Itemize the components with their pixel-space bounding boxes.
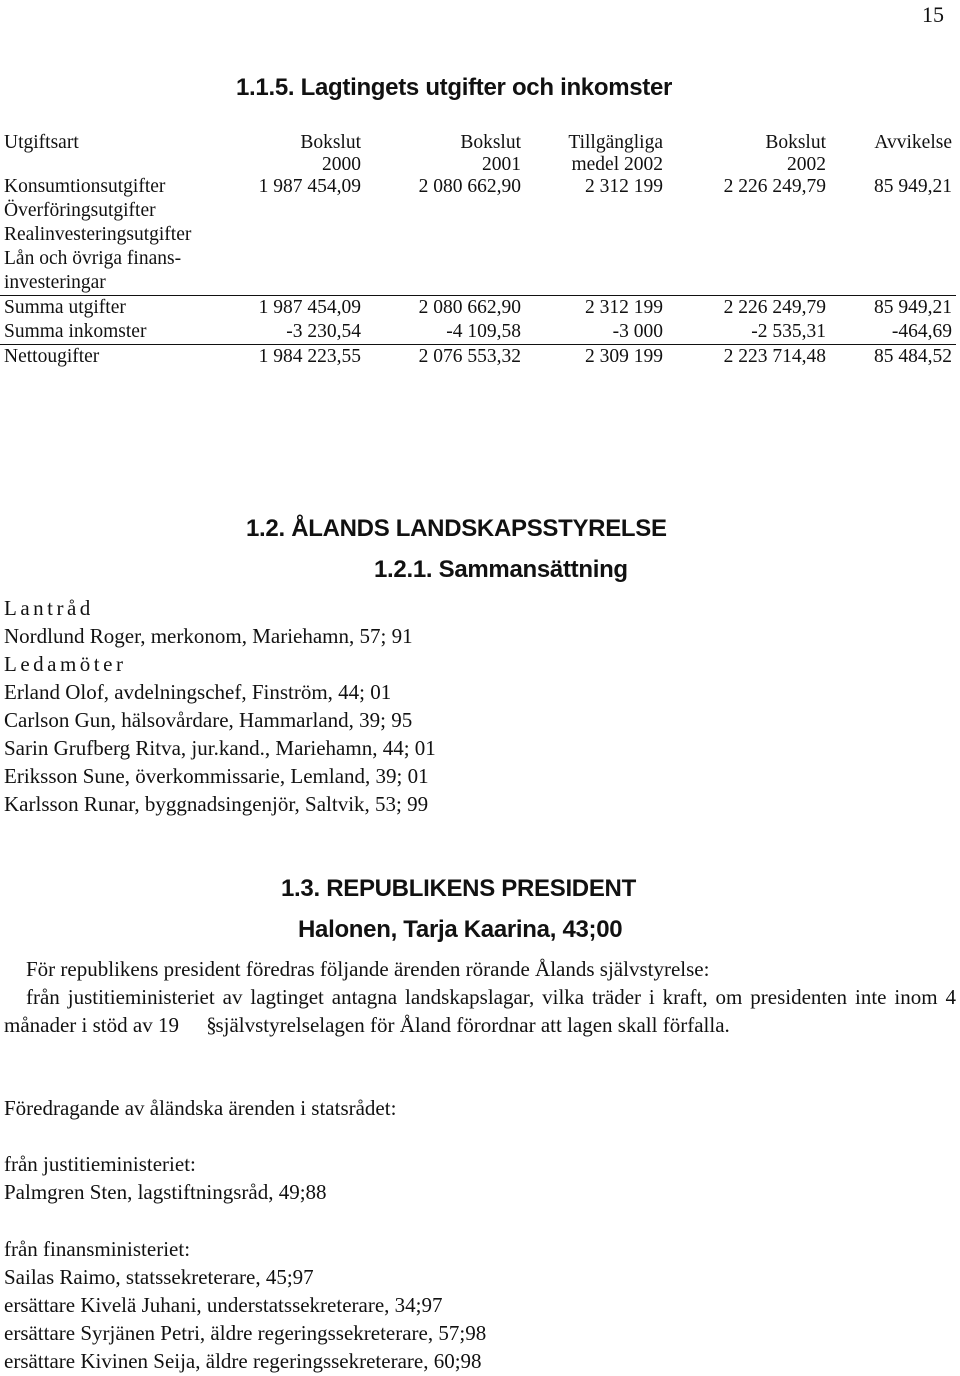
table-row: [0, 247, 956, 271]
cell-value: -3 230,54: [286, 321, 361, 342]
row-label: Summa inkomster: [4, 321, 147, 342]
ledamot-item: Karlsson Runar, byggnadsingenjör, Saltvik, 53; 99: [4, 792, 429, 816]
ledamot-item: Sarin Grufberg Ritva, jur.kand., Mariehamn, 44; 01: [4, 736, 436, 760]
cell-value: [830, 247, 956, 271]
header-utgiftsart-2: [0, 155, 220, 175]
table-row: [0, 175, 956, 199]
header-year-2002: 2002: [787, 154, 826, 175]
row-label: Konsumtionsutgifter: [4, 176, 166, 197]
row-label: investeringar: [4, 272, 106, 293]
budget-table: [0, 131, 956, 369]
table-row: [0, 223, 956, 247]
header-year-2001: 2001: [482, 154, 521, 175]
page-number: 15: [922, 2, 944, 27]
row-label: Summa utgifter: [0, 296, 220, 321]
cell-value: 2 226 249,79: [723, 176, 826, 197]
cell-value: 85 484,52: [830, 345, 956, 370]
header-utgiftsart: Utgiftsart: [4, 132, 79, 153]
header-medel-2002: medel 2002: [571, 154, 663, 175]
cell-value: [667, 199, 830, 223]
justitie-block: [4, 1150, 956, 1206]
cell-value: [525, 199, 667, 223]
summa-inkomster-row: [0, 320, 956, 345]
header-avvikelse: Avvikelse: [874, 132, 952, 153]
finans-person: ersättare Kivinen Seija, äldre regeringssekreterare, 60;98: [4, 1349, 482, 1373]
summa-utgifter-row: [0, 296, 956, 321]
cell-value: -3 000: [612, 321, 663, 342]
cell-value: [525, 223, 667, 247]
header-avvikelse-2: [830, 155, 956, 175]
cell-value: [220, 199, 365, 223]
ledamoter-heading: Ledamöter: [4, 652, 127, 676]
row-label: Lån och övriga finans-: [4, 248, 182, 269]
table-header-row-2: [0, 155, 956, 175]
justitie-heading: från justitieministeriet:: [4, 1152, 196, 1176]
president-intro: För republikens president föredras följande ärenden rörande Ålands självstyrelse:: [26, 957, 710, 981]
row-label: Överföringsutgifter: [4, 200, 156, 221]
president-name: Halonen, Tarja Kaarina, 43;00: [298, 916, 623, 943]
cell-value: 1 984 223,55: [220, 345, 365, 370]
lantrad-heading: Lantråd: [4, 596, 94, 620]
cell-value: 2 226 249,79: [667, 296, 830, 321]
cell-value: 85 949,21: [830, 296, 956, 321]
cell-value: [525, 247, 667, 271]
cell-value: [830, 199, 956, 223]
row-label: Realinvesteringsutgifter: [4, 224, 192, 245]
ledamot-item: Carlson Gun, hälsovårdare, Hammarland, 39; 95: [4, 708, 413, 732]
cell-value: 2 076 553,32: [365, 345, 525, 370]
president-paragraph-part1: från justitieministeriet av lagtinget antagna landskapslagar, vilka träder i kraft, om presidenten inte inom 4 månader i stöd av 19: [4, 985, 956, 1037]
cell-value: 1 987 454,09: [258, 176, 361, 197]
section-title-sammansattning: 1.2.1. Sammansättning: [374, 556, 628, 583]
finans-person: ersättare Kivelä Juhani, understatssekreterare, 34;97: [4, 1293, 443, 1317]
composition-list: [4, 594, 956, 818]
cell-value: 2 309 199: [525, 345, 667, 370]
table-row: [0, 271, 956, 296]
cell-value: [220, 247, 365, 271]
cell-value: [365, 199, 525, 223]
justitie-name: Palmgren Sten, lagstiftningsråd, 49;88: [4, 1180, 327, 1204]
header-bokslut-2001: Bokslut: [460, 132, 521, 153]
cell-value: [667, 223, 830, 247]
ledamot-item: Eriksson Sune, överkommissarie, Lemland, 39; 01: [4, 764, 429, 788]
cell-value: 2 080 662,90: [365, 296, 525, 321]
cell-value: [830, 223, 956, 247]
finans-heading: från finansministeriet:: [4, 1237, 191, 1261]
cell-value: 2 312 199: [525, 296, 667, 321]
president-text: [4, 955, 956, 1039]
cell-value: [667, 247, 830, 271]
header-tillgangliga: Tillgängliga: [568, 132, 663, 153]
cell-value: 2 312 199: [585, 176, 663, 197]
section-title-republikens-president: 1.3. REPUBLIKENS PRESIDENT: [281, 875, 636, 902]
cell-value: [525, 271, 667, 296]
table-header-row: [0, 131, 956, 155]
table-row: [0, 199, 956, 223]
foredragande-heading: Föredragande av åländska ärenden i statsrådet:: [4, 1096, 397, 1120]
cell-value: -4 109,58: [446, 321, 521, 342]
paragraph-sign: §: [206, 1013, 217, 1037]
cell-value: [667, 271, 830, 296]
section-title-lagtingets-utgifter: 1.1.5. Lagtingets utgifter och inkomster: [236, 74, 673, 101]
cell-value: [220, 271, 365, 296]
cell-value: [365, 271, 525, 296]
finans-person: ersättare Syrjänen Petri, äldre regeringssekreterare, 57;98: [4, 1321, 487, 1345]
finans-person: Sailas Raimo, statssekreterare, 45;97: [4, 1265, 314, 1289]
ledamot-item: Erland Olof, avdelningschef, Finström, 44; 01: [4, 680, 392, 704]
finans-block: [4, 1235, 956, 1375]
cell-value: [830, 271, 956, 296]
cell-value: [365, 247, 525, 271]
cell-value: 2 223 714,48: [667, 345, 830, 370]
header-bokslut-2002: Bokslut: [765, 132, 826, 153]
president-paragraph-part2: självstyrelselagen för Åland förordnar att lagen skall förfalla.: [215, 1013, 730, 1037]
section-title-alands-landskapsstyrelse: 1.2. ÅLANDS LANDSKAPSSTYRELSE: [246, 515, 667, 542]
cell-value: 1 987 454,09: [220, 296, 365, 321]
cell-value: [365, 223, 525, 247]
header-bokslut-2000: Bokslut: [300, 132, 361, 153]
cell-value: 85 949,21: [874, 176, 952, 197]
nettoutgifter-row: [0, 345, 956, 370]
header-year-2000: 2000: [322, 154, 361, 175]
cell-value: 2 080 662,90: [418, 176, 521, 197]
cell-value: -464,69: [891, 321, 952, 342]
cell-value: -2 535,31: [751, 321, 826, 342]
row-label: Nettougifter: [0, 345, 220, 370]
lantrad-name: Nordlund Roger, merkonom, Mariehamn, 57; 91: [4, 624, 413, 648]
cell-value: [220, 223, 365, 247]
president-paragraph: [4, 983, 956, 1039]
